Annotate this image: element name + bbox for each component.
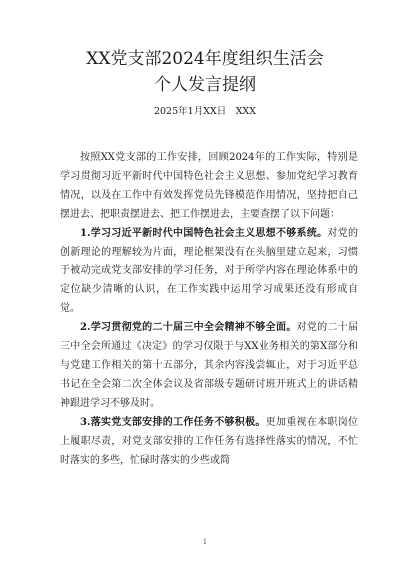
document-subtitle: 个人发言提纲	[154, 75, 256, 95]
page-number: 1	[202, 538, 208, 546]
issue-heading-2: 2.学习贯彻党的二十届三中全会精神不够全面。	[80, 322, 297, 334]
date-author-line: 2025年1月XX日 XXX	[153, 106, 257, 117]
issue-body-3: 更加重视在本职岗位上履职尽责，对党支部安排的工作任务有选择性落实的情况，不忙时落实的多些，忙碌时落实的少些或简	[60, 416, 358, 466]
issue-item-2	[60, 319, 358, 414]
issue-item-3	[60, 414, 358, 471]
intro-paragraph: 按照XX党支部的工作安排，回顾2024年的工作实际，特别是学习贯彻习近平新时代中国特色社会主义思想、参加党纪学习教育情况，以及在工作中有效发挥党员先锋模范作用情况，坚持把自己摆进去、把职责摆进去、把工作摆进去，主要查摆了以下问题：	[60, 152, 358, 220]
issue-heading-1: 1.学习习近平新时代中国特色社会主义思想不够系统。	[80, 227, 328, 239]
document-title: XX党支部2024年度组织生活会	[86, 49, 324, 69]
document-body	[60, 149, 358, 470]
issue-body-1: 对党的创新理论的理解较为片面，理论框架没有在头脑里建立起来，习惯于被动完成党支部安排的学习任务，对于所学内容在理论体系中的定位缺少清晰的认识，在工作实践中运用学习成果还没有形成自觉。	[60, 227, 358, 315]
issue-item-1	[60, 225, 358, 320]
issue-heading-3: 3.落实党支部安排的工作任务不够积极。	[80, 416, 266, 428]
issue-body-2: 对党的二十届三中全会所通过《决定》的学习仅限于与XX业务相关的第X部分和与党建工作相关的第十五部分，其余内容浅尝辄止，对于习近平总书记在全会第二次全体会议及省部级专题研讨班开班式上的讲话精神跟进学习不够及时。	[60, 322, 358, 409]
